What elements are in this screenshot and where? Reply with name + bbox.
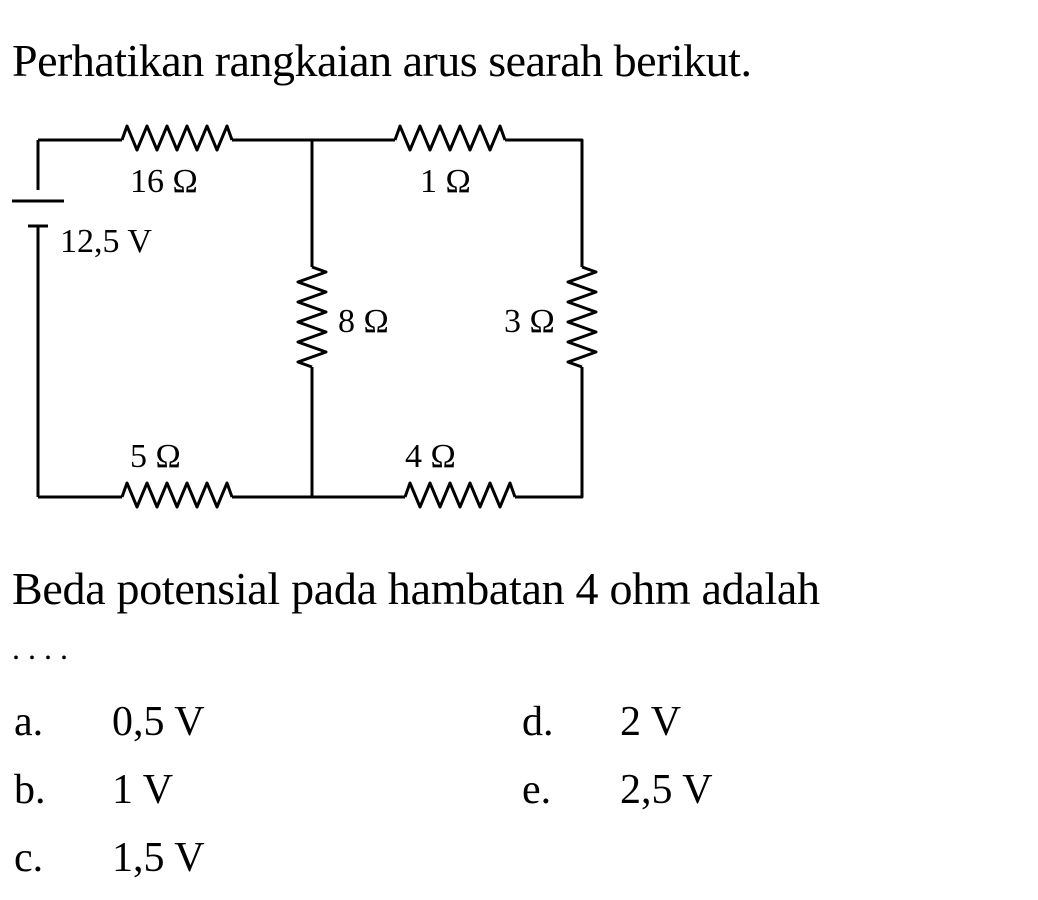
resistor-16-ohm-label: 16 Ω bbox=[130, 163, 198, 200]
resistor-8-ohm bbox=[298, 267, 326, 367]
resistor-8-ohm-label: 8 Ω bbox=[338, 303, 389, 340]
resistor-4-ohm-label: 4 Ω bbox=[405, 438, 456, 475]
option-b[interactable] bbox=[14, 766, 173, 814]
option-value: 1 V bbox=[112, 767, 174, 813]
option-c[interactable] bbox=[14, 834, 205, 882]
option-letter: d. bbox=[522, 699, 554, 745]
resistor-5-ohm bbox=[122, 483, 232, 507]
question-text: Beda potensial pada hambatan 4 ohm adalah bbox=[12, 563, 820, 614]
resistor-3-ohm-label: 3 Ω bbox=[504, 303, 555, 340]
option-letter: a. bbox=[14, 699, 44, 745]
option-value: 1,5 V bbox=[112, 835, 205, 881]
option-value: 0,5 V bbox=[112, 699, 205, 745]
question-ellipsis: .... bbox=[12, 630, 76, 666]
problem-intro: Perhatikan rangkaian arus searah berikut. bbox=[12, 35, 752, 86]
wire-top-right bbox=[505, 140, 582, 267]
resistor-1-ohm-label: 1 Ω bbox=[420, 163, 471, 200]
option-e[interactable] bbox=[522, 766, 713, 814]
resistor-1-ohm bbox=[395, 126, 505, 150]
resistor-16-ohm bbox=[122, 126, 232, 150]
option-letter: b. bbox=[14, 767, 46, 813]
option-value: 2 V bbox=[620, 699, 682, 745]
option-value: 2,5 V bbox=[620, 767, 713, 813]
battery-voltage-label: 12,5 V bbox=[60, 223, 152, 260]
wire-right-bottom bbox=[515, 367, 582, 497]
resistor-5-ohm-label: 5 Ω bbox=[130, 438, 181, 475]
resistor-4-ohm bbox=[405, 483, 515, 507]
option-a[interactable] bbox=[14, 698, 205, 746]
resistor-3-ohm bbox=[568, 267, 596, 367]
option-letter: e. bbox=[522, 767, 552, 813]
option-d[interactable] bbox=[522, 698, 681, 746]
option-letter: c. bbox=[14, 835, 44, 881]
